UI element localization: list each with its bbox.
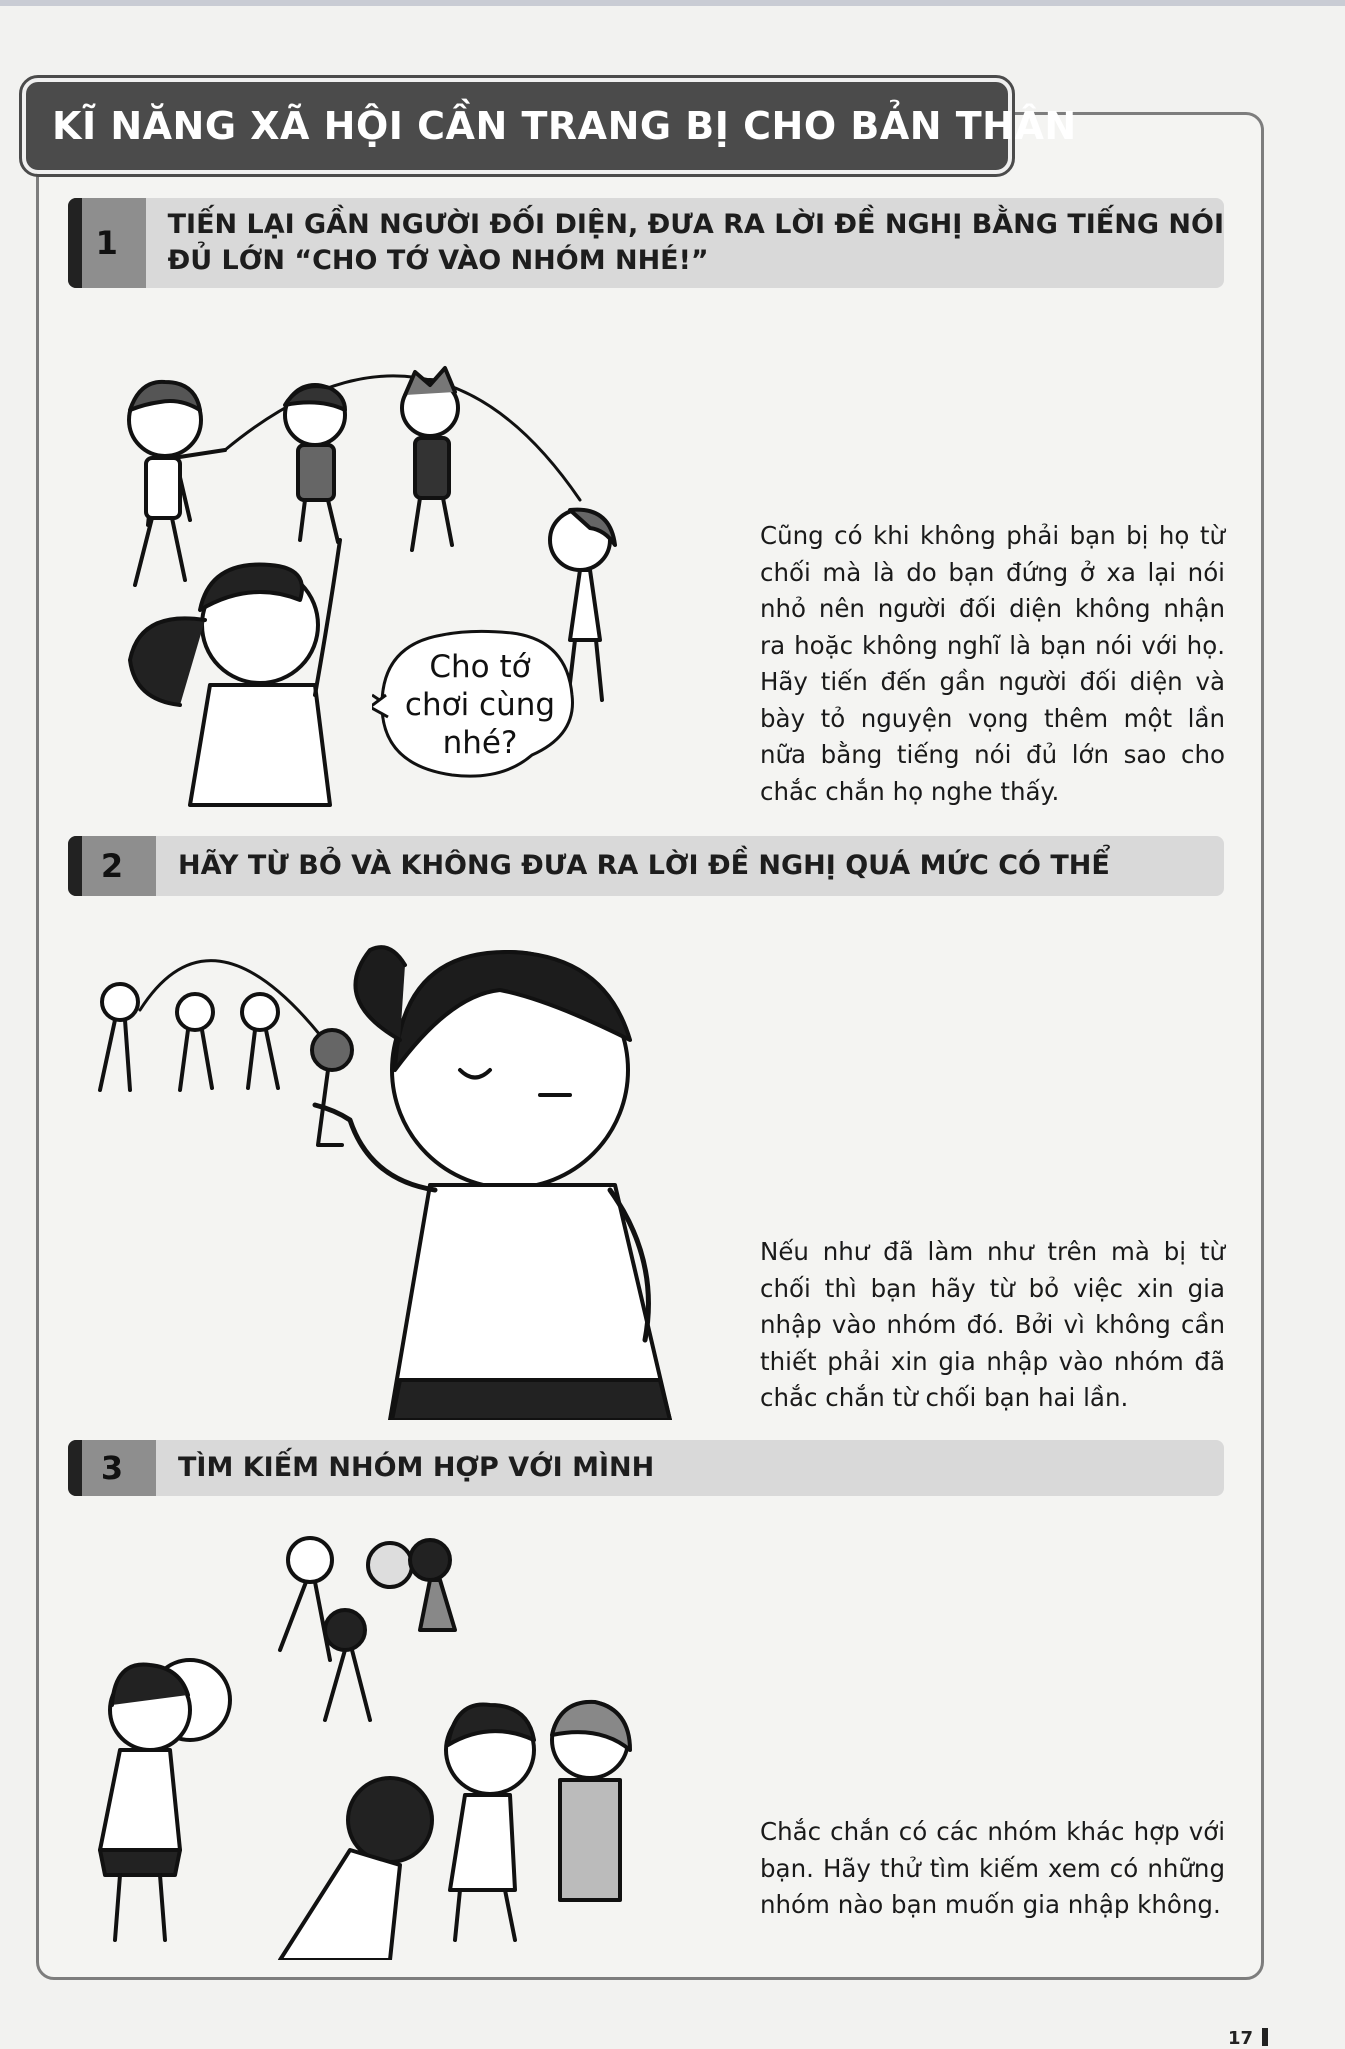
section-1-number: 1: [68, 198, 146, 288]
section-2-number: 2: [68, 836, 156, 896]
page-number-mark: [1262, 2028, 1268, 2046]
speech-line-3: nhé?: [442, 725, 518, 761]
section-1-text: Cũng có khi không phải bạn bị họ từ chối mà là do bạn đứng ở xa lại nói nhỏ nên người đối diện không nhận ra hoặc không nghĩ là bạn nói với họ. Hãy tiến đến gần người đối diện và bày tỏ nguyện vọng thêm một lần nữa bằng tiếng nói đủ lớn sao cho chắc chắn họ nghe thấy.: [760, 521, 1225, 806]
section-3-number: 3: [68, 1440, 156, 1496]
section-2-illustration: [70, 920, 690, 1420]
speech-line-1: Cho tớ: [429, 649, 531, 685]
speech-bubble: [372, 625, 592, 785]
section-1-title-line2: ĐỦ LỚN “CHO TỚ VÀO NHÓM NHÉ!”: [167, 245, 709, 276]
section-3-illustration: [70, 1520, 710, 1960]
section-3-title: TÌM KIẾM NHÓM HỢP VỚI MÌNH: [178, 1452, 655, 1483]
section-1-header: [68, 198, 1224, 288]
speech-line-2: chơi cùng: [404, 687, 556, 723]
section-3-header: [68, 1440, 1224, 1496]
section-1-title-line1: TIẾN LẠI GẦN NGƯỜI ĐỐI DIỆN, ĐƯA RA LỜI ĐỀ NGHỊ BẰNG TIẾNG NÓI: [167, 209, 1224, 240]
page-title-box: [22, 78, 1077, 174]
page-title: KĨ NĂNG XÃ HỘI CẦN TRANG BỊ CHO BẢN THÂN: [52, 104, 1077, 148]
top-edge-strip: [0, 0, 1345, 6]
section-2-title: HÃY TỪ BỎ VÀ KHÔNG ĐƯA RA LỜI ĐỀ NGHỊ QUÁ MỨC CÓ THỂ: [178, 850, 1110, 881]
page-number: 17: [1228, 2028, 1254, 2049]
section-1-title: [146, 207, 1224, 279]
section-2-header: [68, 836, 1224, 896]
section-3-text: Chắc chắn có các nhóm khác hợp với bạn. Hãy thử tìm kiếm xem có những nhóm nào bạn muốn gia nhập không.: [760, 1817, 1225, 1919]
section-2-text: Nếu như đã làm như trên mà bị từ chối thì bạn hãy từ bỏ việc xin gia nhập vào nhóm đó. Bởi vì không cần thiết phải xin gia nhập vào nhóm đã chắc chắn từ chối bạn hai lần.: [760, 1237, 1225, 1412]
